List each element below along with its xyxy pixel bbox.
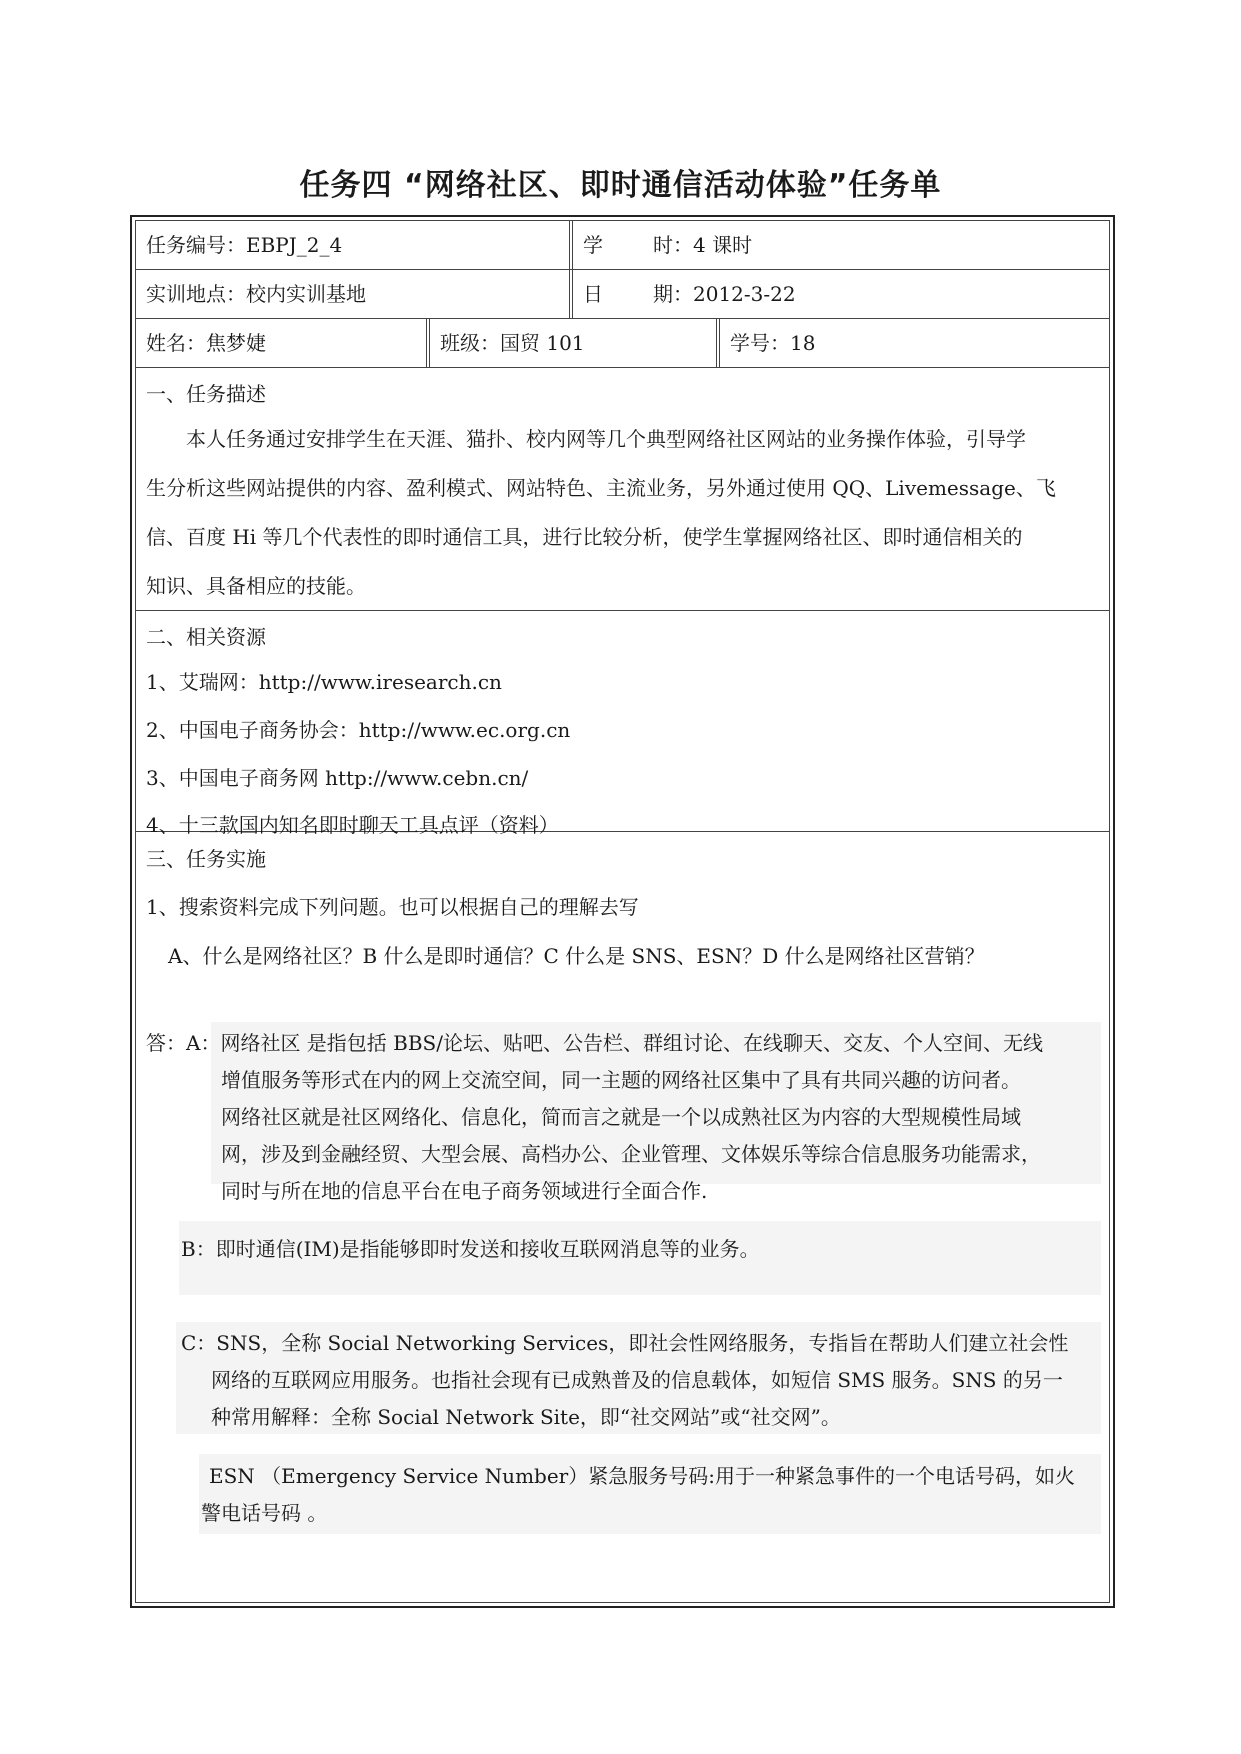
- task-description-section: [136, 368, 1109, 611]
- answer-a-line: 同时与所在地的信息平台在电子商务领域进行全面合作.: [221, 1179, 708, 1203]
- date-value: 期：2012-3-22: [653, 282, 796, 306]
- date-label: 日: [583, 282, 603, 306]
- question-list: A、什么是网络社区？B 什么是即时通信？C 什么是 SNS、ESN？D 什么是网络社区营销？: [168, 944, 985, 968]
- answer-esn-line: ESN （Emergency Service Number）紧急服务号码:用于一种紧急事件的一个电话号码，如火: [209, 1464, 1075, 1488]
- description-line: 生分析这些网站提供的内容、盈利模式、网站特色、主流业务，另外通过使用 QQ、Livemessage、飞: [146, 476, 1056, 500]
- hours-value: 时：4 课时: [653, 233, 753, 257]
- training-place-cell: 实训地点：校内实训基地: [146, 282, 366, 306]
- name-cell: 姓名：焦梦婕: [146, 331, 266, 355]
- resource-item: 4、十三款国内知名即时聊天工具点评（资料）: [146, 813, 559, 837]
- student-number-cell: 学号：18: [730, 331, 816, 355]
- resource-item: 3、中国电子商务网 http://www.cebn.cn/: [146, 766, 529, 790]
- table-inner-border: [135, 220, 1110, 1603]
- class-cell: 班级：国贸 101: [440, 331, 585, 355]
- answer-esn-line: 警电话号码 。: [201, 1501, 328, 1525]
- task-sheet-table: [130, 215, 1115, 1608]
- task-implementation-section: [136, 832, 1109, 1602]
- page-title: 任务四 “网络社区、即时通信活动体验”任务单: [299, 168, 942, 203]
- answer-c-line: 种常用解释：全称 Social Network Site，即“社交网站”或“社交网”。: [211, 1405, 841, 1429]
- answer-c-first-line: C：SNS，全称 Social Networking Services，即社会性网络服务，专指旨在帮助人们建立社会性: [181, 1331, 1069, 1355]
- section-heading: 三、任务实施: [146, 847, 266, 871]
- question-intro: 1、搜索资料完成下列问题。也可以根据自己的理解去写: [146, 895, 639, 919]
- date-cell: [573, 270, 1109, 318]
- resource-item: 1、艾瑞网：http://www.iresearch.cn: [146, 670, 502, 694]
- answer-a-line: 增值服务等形式在内的网上交流空间，同一主题的网络社区集中了具有共同兴趣的访问者。: [221, 1068, 1021, 1092]
- answer-a-line: 网络社区就是社区网络化、信息化，简而言之就是一个以成熟社区为内容的大型规模性局域: [221, 1105, 1021, 1129]
- answer-c-line: 网络的互联网应用服务。也指社会现有已成熟普及的信息载体，如短信 SMS 服务。SNS 的另一: [211, 1368, 1063, 1392]
- description-line: 本人任务通过安排学生在天涯、猫扑、校内网等几个典型网络社区网站的业务操作体验，引导学: [186, 427, 1026, 451]
- resources-section: [136, 611, 1109, 837]
- description-line: 信、百度 Hi 等几个代表性的即时通信工具，进行比较分析，使学生掌握网络社区、即时通信相关的: [146, 525, 1023, 549]
- section-heading: 二、相关资源: [146, 625, 266, 649]
- header-row-1: [136, 221, 1109, 270]
- hours-label: 学: [583, 233, 603, 257]
- task-number-cell: 任务编号：EBPJ_2_4: [146, 233, 343, 257]
- answer-a-line: 网，涉及到金融经贸、大型会展、高档办公、企业管理、文体娱乐等综合信息服务功能需求，: [221, 1142, 1041, 1166]
- header-row-2: [136, 270, 1109, 319]
- section-heading: 一、任务描述: [146, 382, 266, 406]
- class-hours-cell: [573, 221, 1109, 269]
- answer-a-first-line: 答：A：网络社区 是指包括 BBS/论坛、贴吧、公告栏、群组讨论、在线聊天、交友、个人空间、无线: [146, 1031, 1043, 1055]
- resource-item: 2、中国电子商务协会：http://www.ec.org.cn: [146, 718, 571, 742]
- answer-b: B：即时通信(IM)是指能够即时发送和接收互联网消息等的业务。: [181, 1237, 760, 1261]
- header-row-3: [136, 319, 1109, 368]
- description-line: 知识、具备相应的技能。: [146, 574, 366, 598]
